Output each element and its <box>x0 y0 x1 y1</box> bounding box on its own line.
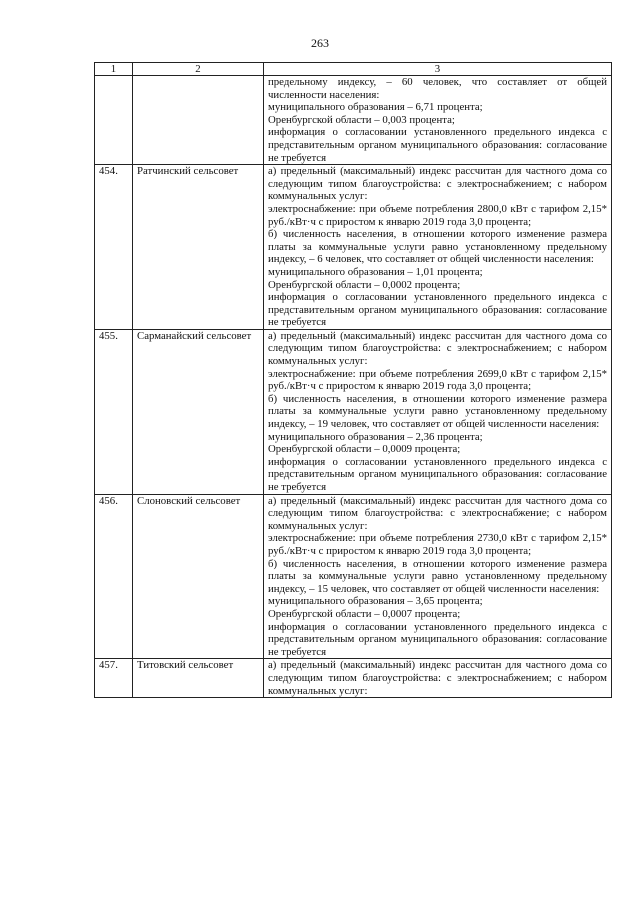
table-row <box>95 329 612 494</box>
description-paragraph: б) численность населения, в отношении которого изменение размера платы за коммунальные услуги равно установленному предельному индексу, – 15 человек, что составляет от общей численности населения: <box>268 557 607 595</box>
description-paragraph: б) численность населения, в отношении которого изменение размера платы за коммунальные услуги равно установленному предельному индексу, – 19 человек, что составляет от общей численности населения: <box>268 392 607 431</box>
table-row <box>95 659 612 698</box>
table-row <box>95 76 612 165</box>
index-description <box>264 494 612 659</box>
row-number: 455. <box>95 329 133 494</box>
municipality-name <box>133 76 264 165</box>
row-number <box>95 76 133 165</box>
description-paragraph: предельному индексу, – 60 человек, что составляет от общей численности населения: <box>268 76 607 101</box>
description-paragraph: а) предельный (максимальный) индекс рассчитан для частного дома со следующим типом благоустройства: с электроснабжением; с набором коммунальных услуг: <box>268 329 607 368</box>
municipality-name: Титовский сельсовет <box>133 659 264 698</box>
description-paragraph: муниципального образования – 6,71 процента; <box>268 101 483 114</box>
description-paragraph: а) предельный (максимальный) индекс рассчитан для частного дома со следующим типом благоустройства: с электроснабжением; с набором коммунальных услуг: <box>268 659 607 697</box>
description-paragraph: а) предельный (максимальный) индекс рассчитан для частного дома со следующим типом благоустройства: с электроснабжением; с набором коммунальных услуг: <box>268 165 607 203</box>
row-number: 456. <box>95 494 133 659</box>
description-paragraph: электроснабжение: при объеме потребления 2699,0 кВт с тарифом 2,15* руб./кВт·ч с приростом к январю 2019 года 3,0 процента; <box>268 367 607 393</box>
description-paragraph: Оренбургской области – 0,0002 процента; <box>268 278 461 291</box>
page-number: 263 <box>311 36 329 50</box>
index-description <box>264 165 612 330</box>
description-paragraph: информация о согласовании установленного предельного индекса с представительным органом муниципального образования: согласование не требуется <box>268 291 607 329</box>
row-number: 457. <box>95 659 133 698</box>
table-row <box>95 494 612 659</box>
table-body <box>95 63 612 698</box>
description-paragraph: б) численность населения, в отношении которого изменение размера платы за коммунальные услуги равно установленному предельному индексу, – 6 человек, что составляет от общей численности населения: <box>268 228 607 266</box>
municipality-name: Ратчинский сельсовет <box>133 165 264 330</box>
header-col-2: 2 <box>133 63 264 76</box>
index-description <box>264 76 612 165</box>
description-paragraph: электроснабжение: при объеме потребления 2800,0 кВт с тарифом 2,15* руб./кВт·ч с приростом к январю 2019 года 3,0 процента; <box>268 202 607 228</box>
indices-table <box>94 62 612 698</box>
description-paragraph: информация о согласовании установленного предельного индекса с представительным органом муниципального образования: согласование не требуется <box>268 126 607 164</box>
header-col-3: 3 <box>264 63 612 76</box>
table-row <box>95 165 612 330</box>
header-col-1: 1 <box>95 63 133 76</box>
description-paragraph: электроснабжение: при объеме потребления 2730,0 кВт с тарифом 2,15* руб./кВт·ч с приростом к январю 2019 года 3,0 процента; <box>268 532 607 557</box>
description-paragraph: муниципального образования – 3,65 процента; <box>268 595 483 608</box>
description-paragraph: Оренбургской области – 0,003 процента; <box>268 113 455 126</box>
municipality-name: Слоновский сельсовет <box>133 494 264 659</box>
index-description <box>264 329 612 494</box>
description-paragraph: Оренбургской области – 0,0007 процента; <box>268 607 461 620</box>
description-paragraph: муниципального образования – 2,36 процента; <box>268 430 483 443</box>
row-number: 454. <box>95 165 133 330</box>
description-paragraph: муниципального образования – 1,01 процента; <box>268 265 483 278</box>
description-paragraph: информация о согласовании установленного предельного индекса с представительным органом муниципального образования: согласование не требуется <box>268 620 607 658</box>
description-paragraph: а) предельный (максимальный) индекс рассчитан для частного дома со следующим типом благоустройства: с электроснабжение; с набором коммунальных услуг: <box>268 494 607 532</box>
table-header-row <box>95 63 612 76</box>
index-description <box>264 659 612 698</box>
description-paragraph: Оренбургской области – 0,0009 процента; <box>268 443 461 456</box>
description-paragraph: информация о согласовании установленного предельного индекса с представительным органом муниципального образования: согласование не требуется <box>268 455 607 493</box>
municipality-name: Сарманайский сельсовет <box>133 329 264 494</box>
